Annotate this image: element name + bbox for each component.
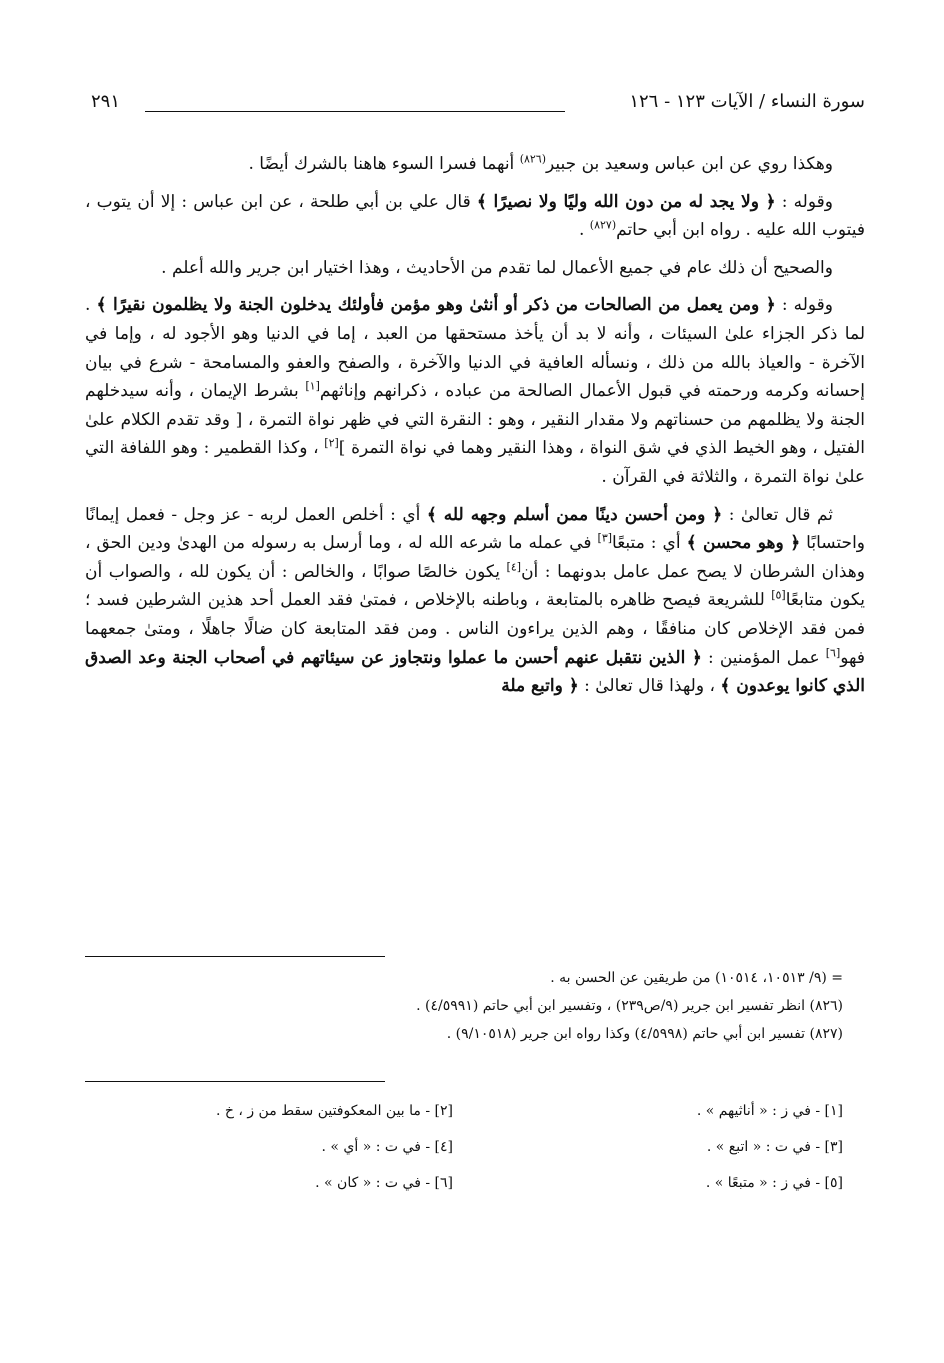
quran-verse: ﴿ وهو محسن ﴾: [686, 533, 801, 554]
footnote-ref: [٤]: [506, 560, 522, 574]
variants-divider: [85, 1081, 385, 1082]
text-segment: ، ولهذا قال تعالىٰ :: [578, 676, 721, 697]
text-segment: يكون خالصًا صوابًا ، والخالص : أن يكون لله ، والصواب أن يكون متابعًا: [85, 561, 865, 611]
header-rule: [145, 111, 565, 112]
footnote-ref: [٥]: [771, 588, 786, 602]
footnote-ref: (٨٢٧): [589, 218, 617, 232]
paragraph: [85, 150, 865, 179]
text-segment: أنهما فسرا السوء هاهنا بالشرك أيضًا .: [248, 154, 520, 174]
quran-verse: ﴿ الذين نتقبل عنهم أحسن ما عملوا ونتجاوز عن سيئاتهم في أصحاب الجنة وعد الصدق الذي كانوا يوعدون ﴾: [85, 647, 865, 697]
footnote-ref: [٦]: [825, 645, 841, 659]
variant-note: [٥] - في ز : « متبعًا » .: [705, 1175, 843, 1191]
main-text: [85, 150, 865, 710]
text-segment: وقوله :: [775, 295, 834, 316]
paragraph: [85, 501, 865, 701]
footnote-ref: [٣]: [597, 531, 613, 545]
footnotes: [85, 964, 865, 1048]
text-segment: عمل المؤمنين :: [701, 647, 826, 668]
text-segment: أي : متبعًا: [612, 533, 687, 554]
text-segment: أي : أخلص العمل لربه - عز وجل - فعمل إيمانًا واحتسابًا: [85, 504, 865, 554]
text-segment: .: [578, 220, 590, 241]
paragraph: [85, 291, 865, 491]
footnote-ref: (٨٢٦): [519, 152, 547, 166]
text-segment: . لما ذكر الجزاء علىٰ السيئات ، وأنه لا بد أن يأخذ مستحقها من العبد ، إما في الدنيا وهو الأجود له ، وإما في الآخرة - والعياذ بالله من ذلك ، ونسأله العافية في الدنيا والآخرة ، والصفح والعفو والمسامحة - شرع في بيان إحسانه وكرمه ورحمته في قبول الأعمال الصالحة من عباده ، ذكرانهم وإناثهم: [85, 295, 865, 402]
text-segment: بشرط الإيمان ، وأنه سيدخلهم الجنة ولا يظلمهم من حسناتهم ولا مقدار النقير ، وهو : النقرة التي في ظهر نواة التمرة ، [ وقد تقدم الكلام علىٰ الفتيل ، وهو الخيط الذي في شق النواة ، وهذا النقير وهما في نواة التمرة ]: [85, 381, 865, 459]
text-segment: وهكذا روي عن ابن عباس وسعيد بن جبير: [546, 154, 833, 174]
text-segment: ثم قال تعالىٰ :: [722, 504, 834, 525]
text-segment: والصحيح أن ذلك عام في جميع الأعمال لما تقدم من الأحاديث ، وهذا اختيار ابن جرير والله أعلم .: [161, 257, 833, 278]
quran-verse: ﴿ ولا يجد له من دون الله وليًا ولا نصيرًا ﴾: [476, 191, 776, 212]
footnote-ref: [١]: [305, 379, 320, 393]
quran-verse: ﴿ ومن يعمل من الصالحات من ذكر أو أنثىٰ وهو مؤمن فأولئك يدخلون الجنة ولا يظلمون نقيرًا ﴾: [96, 295, 776, 316]
footnote: (٨٢٦) انظر تفسير ابن جرير (٩/ص٢٣٩) ، وتفسير ابن أبي حاتم (٤/٥٩٩١) .: [416, 998, 843, 1014]
variant-note: [٣] - في ت : « اتبع » .: [706, 1139, 843, 1155]
variant-note: [٢] - ما بين المعكوفتين سقط من ز ، خ .: [215, 1103, 453, 1119]
manuscript-variants: [85, 1093, 865, 1201]
page-header: [85, 88, 865, 118]
quran-verse: ﴿ ومن أحسن دينًا ممن أسلم وجهه لله ﴾: [426, 504, 723, 525]
text-segment: للشريعة فيصح ظاهره بالمتابعة ، وباطنه بالإخلاص ، فمتىٰ فقد العمل أحد هذين الشرطين فسد ؛ فمن فقد الإخلاص كان منافقًا ، وهم الذين يراءون الناس . ومن فقد المتابعة كان ضالًا جاهلًا ، ومتىٰ جمعهما فهو: [85, 590, 865, 668]
text-segment: ، وكذا القطمير : وهو اللفافة التي علىٰ نواة التمرة ، والثلاثة في القرآن .: [85, 438, 865, 487]
variant-note: [٦] - في ت : « كان » .: [315, 1175, 453, 1191]
variant-note: [٤] - في ت : « أي » .: [321, 1139, 453, 1155]
footnote: = (٩/ ١٠٥١٣، ١٠٥١٤) من طريقين عن الحسن به .: [550, 970, 843, 986]
text-segment: قال علي بن أبي طلحة ، عن ابن عباس : إلا أن يتوب ، فيتوب الله عليه . رواه ابن أبي حاتم: [85, 191, 865, 241]
footnote: (٨٢٧) تفسير ابن أبي حاتم (٤/٥٩٩٨) وكذا رواه ابن جرير (٩/١٠٥١٨) .: [446, 1026, 843, 1042]
paragraph: [85, 254, 865, 283]
text-segment: وقوله :: [775, 191, 833, 212]
running-title: سورة النساء / الآيات ١٢٣ - ١٢٦: [629, 91, 865, 112]
paragraph: [85, 188, 865, 245]
variant-note: [١] - في ز : « أناثيهم » .: [696, 1103, 843, 1119]
book-page: [85, 78, 865, 1328]
page-number: ٢٩١: [91, 91, 121, 112]
footnote-divider: [85, 956, 385, 957]
text-segment: في عمله ما شرعه الله له ، وما أرسل به رسوله من الهدىٰ ودين الحق ، وهذان الشرطان لا يصح عمل عامل بدونهما : أن: [85, 533, 865, 582]
footnote-ref: [٢]: [324, 436, 339, 450]
quran-verse: ﴿ واتبع ملة: [501, 676, 579, 697]
